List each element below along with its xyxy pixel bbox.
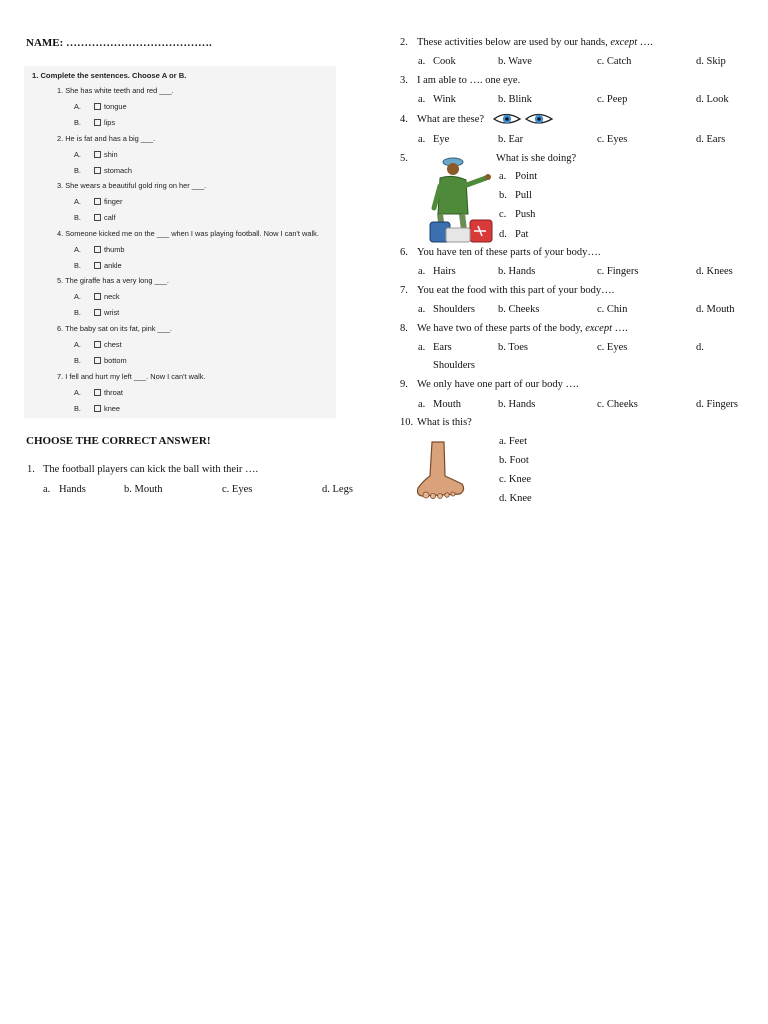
q3-option-c: c. Peep <box>597 94 628 105</box>
part1-option-a[interactable] <box>94 340 122 349</box>
q5-option-d: Pat <box>515 229 529 240</box>
q2-option-c: c. Catch <box>597 56 632 67</box>
q7-option-a-letter: a. <box>418 304 426 315</box>
q7-option-c: c. Chin <box>597 304 628 315</box>
q6-text: You have ten of these parts of your body…. <box>417 247 601 258</box>
part1-option-text: stomach <box>104 165 132 175</box>
part1-option-b-letter: B. <box>74 213 81 223</box>
q9-option-a: Mouth <box>433 399 462 410</box>
part1-option-b[interactable] <box>94 404 120 413</box>
part1-option-b-letter: B. <box>74 403 81 413</box>
checkbox-icon[interactable] <box>94 389 101 396</box>
part1-option-a-letter: A. <box>74 292 81 302</box>
q3-number: 3. <box>400 75 408 86</box>
q2-option-b: b. Wave <box>498 56 532 67</box>
q4-number: 4. <box>400 114 408 125</box>
q10-option-d: d. Knee <box>499 493 532 504</box>
part1-option-text: throat <box>104 387 123 397</box>
q9-text: We only have one part of our body …. <box>417 379 579 390</box>
part1-question: 2. He is fat and has a big ___. <box>57 133 156 143</box>
checkbox-icon[interactable] <box>94 293 101 300</box>
part1-option-a[interactable] <box>94 292 120 301</box>
q5-option-c: Push <box>515 209 536 220</box>
part1-option-a-letter: A. <box>74 149 81 159</box>
q8-option-d: d. <box>696 342 704 353</box>
q8-text: We have two of these parts of the body, except …. <box>417 323 628 334</box>
checkbox-icon[interactable] <box>94 103 101 110</box>
part1-option-b-letter: B. <box>74 165 81 175</box>
q5-option-b: Pull <box>515 190 532 201</box>
q10-option-b: b. Foot <box>499 455 529 466</box>
checkbox-icon[interactable] <box>94 246 101 253</box>
q10-text: What is this? <box>417 417 472 428</box>
q5-option-b-letter: b. <box>499 190 507 201</box>
part1-heading: 1. Complete the sentences. Choose A or B. <box>32 71 187 80</box>
q3-option-a-letter: a. <box>418 94 426 105</box>
part1-option-b-letter: B. <box>74 356 81 365</box>
part1-question: 1. She has white teeth and red ___. <box>57 86 174 95</box>
q6-option-a: Hairs <box>433 266 456 277</box>
part1-option-text: calf <box>104 213 116 223</box>
checkbox-icon[interactable] <box>94 198 101 205</box>
q5-option-a-letter: a. <box>499 171 507 182</box>
q5-option-c-letter: c. <box>499 209 507 220</box>
q8-option-a: Ears <box>433 342 452 353</box>
checkbox-icon[interactable] <box>94 405 101 412</box>
q3-option-b: b. Blink <box>498 94 532 105</box>
part1-question: 4. Someone kicked me on the ___ when I was playing football. Now I can't walk. <box>57 228 319 238</box>
part1-option-a-letter: A. <box>74 102 81 111</box>
q1-option-a: Hands <box>59 484 86 495</box>
q5-option-a: Point <box>515 171 538 182</box>
q4-option-a-letter: a. <box>418 134 426 145</box>
checkbox-icon[interactable] <box>94 167 101 174</box>
foot-illustration <box>414 440 466 500</box>
part1-option-text: finger <box>104 197 123 207</box>
q7-number: 7. <box>400 285 408 296</box>
checkbox-icon[interactable] <box>94 341 101 348</box>
q4-option-b: b. Ear <box>498 134 524 145</box>
q3-text: I am able to …. one eye. <box>417 75 521 86</box>
eyes-icon <box>492 110 554 128</box>
part1-option-b-letter: B. <box>74 118 81 127</box>
part1-question: 6. The baby sat on its fat, pink ___. <box>57 324 172 333</box>
part1-question: 7. I fell and hurt my left ___. Now I can't walk. <box>57 371 206 381</box>
q3-option-d: d. Look <box>696 94 729 105</box>
checkbox-icon[interactable] <box>94 262 101 269</box>
part1-option-a-letter: A. <box>74 340 81 349</box>
q9-option-a-letter: a. <box>418 399 426 410</box>
q8-except: except <box>585 323 612 334</box>
q8-number: 8. <box>400 323 408 334</box>
checkbox-icon[interactable] <box>94 119 101 126</box>
q9-option-c: c. Cheeks <box>597 399 638 410</box>
part1-question: 5. The giraffe has a very long ___. <box>57 276 169 286</box>
q10-option-a: a. Feet <box>499 436 527 447</box>
part1-option-text: tongue <box>104 102 127 111</box>
part1-option-b[interactable] <box>94 118 115 127</box>
part1-option-text: neck <box>104 292 120 302</box>
q6-option-c: c. Fingers <box>597 266 639 277</box>
part1-option-a[interactable] <box>94 197 123 206</box>
q2-option-a-letter: a. <box>418 56 426 67</box>
q6-option-d: d. Knees <box>696 266 733 277</box>
q6-number: 6. <box>400 247 408 258</box>
part1-option-a-letter: A. <box>74 387 81 397</box>
q7-option-b: b. Cheeks <box>498 304 540 315</box>
q2-option-d: d. Skip <box>696 56 726 67</box>
q8-option-a-letter: a. <box>418 342 426 353</box>
checkbox-icon[interactable] <box>94 309 101 316</box>
checkbox-icon[interactable] <box>94 214 101 221</box>
q1-number: 1. <box>27 464 35 475</box>
part1-option-b[interactable] <box>94 166 132 175</box>
part1-option-b-letter: B. <box>74 308 81 318</box>
checkbox-icon[interactable] <box>94 357 101 364</box>
complete-sentences-panel <box>24 66 336 418</box>
part1-option-b-letter: B. <box>74 260 81 270</box>
part1-option-a[interactable] <box>94 102 127 111</box>
part1-option-b[interactable] <box>94 261 122 270</box>
part1-question: 3. She wears a beautiful gold ring on her ___. <box>57 181 207 191</box>
q9-option-d: d. Fingers <box>696 399 738 410</box>
part1-option-a-letter: A. <box>74 197 81 207</box>
part1-option-text: lips <box>104 118 116 127</box>
part1-option-a[interactable] <box>94 245 125 254</box>
q1-option-d: d. Legs <box>322 484 353 495</box>
q4-option-d: d. Ears <box>696 134 726 145</box>
q4-text: What are these? <box>417 114 485 125</box>
part1-option-text: knee <box>104 403 121 413</box>
part1-option-a[interactable] <box>94 388 123 397</box>
part1-option-text: bottom <box>104 356 127 365</box>
q4-option-a: Eye <box>433 134 450 145</box>
q1-option-c: c. Eyes <box>222 484 253 495</box>
part1-option-b[interactable] <box>94 356 127 365</box>
q2-text: These activities below are used by our hands, except …. <box>417 37 653 48</box>
checkbox-icon[interactable] <box>94 151 101 158</box>
q5-option-d-letter: d. <box>499 229 507 240</box>
q1-option-b: b. Mouth <box>124 484 163 495</box>
part1-option-a[interactable] <box>94 150 118 159</box>
q8-option-c: c. Eyes <box>597 342 628 353</box>
part1-option-a-letter: A. <box>74 244 81 254</box>
woman-pointing-illustration <box>428 156 496 246</box>
q5-text: What is she doing? <box>496 153 577 164</box>
q2-except: except <box>610 37 638 48</box>
q9-number: 9. <box>400 379 408 390</box>
q7-option-a: Shoulders <box>433 304 475 315</box>
q6-option-a-letter: a. <box>418 266 426 277</box>
q5-number: 5. <box>400 153 408 164</box>
q10-option-c: c. Knee <box>499 474 532 485</box>
part1-option-text: ankle <box>104 260 122 270</box>
q6-option-b: b. Hands <box>498 266 536 277</box>
q2-number: 2. <box>400 37 408 48</box>
q3-option-a: Wink <box>433 94 456 105</box>
q8-option-b: b. Toes <box>498 342 528 353</box>
q8-option-d-text: Shoulders <box>433 360 475 371</box>
q7-option-d: d. Mouth <box>696 304 735 315</box>
q9-option-b: b. Hands <box>498 399 536 410</box>
name-line: NAME: …………………………………. <box>26 37 212 49</box>
q7-text: You eat the food with this part of your body…. <box>417 285 615 296</box>
part1-option-b[interactable] <box>94 308 119 317</box>
q2-option-a: Cook <box>433 56 456 67</box>
part1-option-text: wrist <box>104 308 120 318</box>
part1-option-text: chest <box>104 340 122 349</box>
choose-correct-heading: CHOOSE THE CORRECT ANSWER! <box>26 435 211 447</box>
q4-option-c: c. Eyes <box>597 134 628 145</box>
part1-option-text: thumb <box>104 244 125 254</box>
part1-option-b[interactable] <box>94 213 116 222</box>
q1-option-a-letter: a. <box>43 484 51 495</box>
q1-text: The football players can kick the ball with their …. <box>43 464 259 475</box>
q10-number: 10. <box>400 417 414 428</box>
part1-option-text: shin <box>104 149 118 159</box>
